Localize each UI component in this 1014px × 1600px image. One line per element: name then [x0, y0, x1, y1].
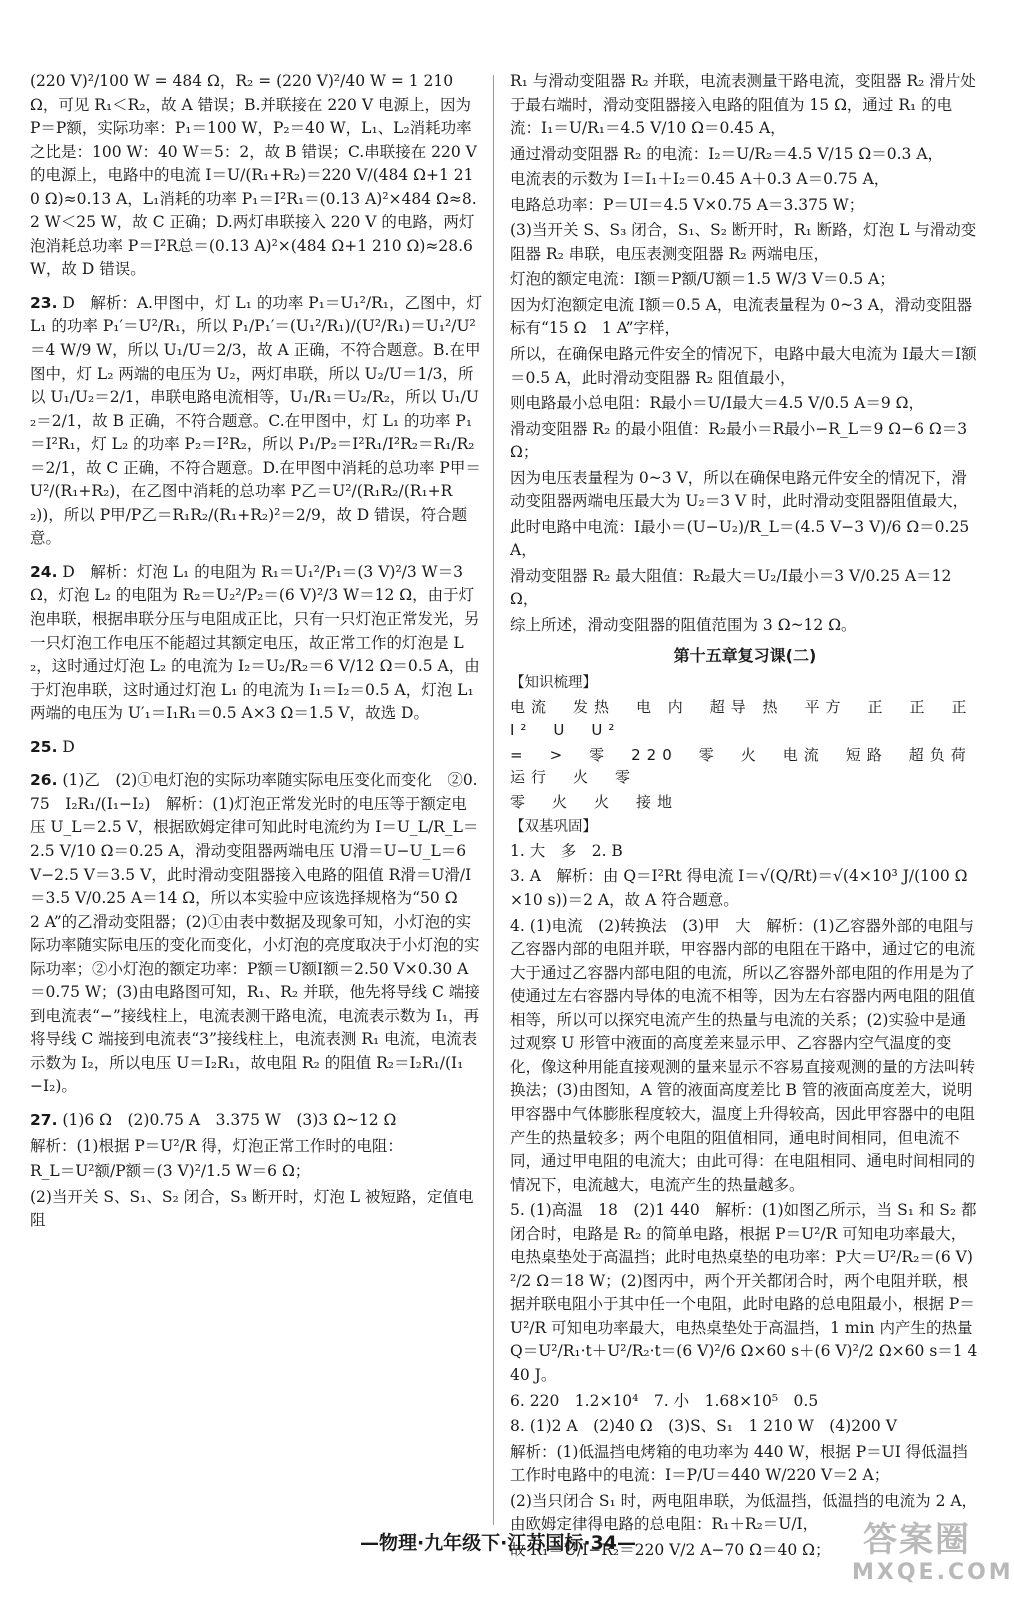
answer-27-line: (3)当开关 S、S₃ 闭合，S₁、S₂ 断开时，R₁ 断路，灯泡 L 与滑动变阻器 R₂ 串联，电压表测变阻器 R₂ 两端电压，: [510, 221, 977, 263]
answer-text: (1)6 Ω (2)0.75 A 3.375 W (3)3 Ω~12 Ω: [62, 1110, 397, 1129]
answer-8-analysis: 解析：(1)低温挡电烤箱的电功率为 440 W，根据 P＝UI 得低温挡工作时电路中的电流：I＝P/U＝440 W/220 V＝2 A；: [510, 1442, 968, 1485]
answer-27-formula: R_L＝U²额/P额＝(3 V)²/1.5 W＝6 Ω；: [30, 1162, 311, 1181]
section-knowledge: 【知识梳理】: [510, 674, 597, 691]
answer-26: [30, 769, 482, 1099]
answer-27-line: 因为灯泡额定电流 I额＝0.5 A，电流表量程为 0~3 A，滑动变阻器标有“15 Ω 1 A”字样，: [510, 295, 973, 338]
question-number: 23.: [30, 293, 58, 312]
answer-27-line: 电流表的示数为 I＝I₁＋I₂＝0.45 A＋0.3 A＝0.75 A，: [510, 170, 890, 189]
answer-text: D 解析：A.甲图中，灯 L₁ 的功率 P₁＝U₁²/R₁，乙图中，灯 L₁ 的功率 P₁′＝U²/R₁，所以 P₁/P₁′＝(U₁²/R₁)/(U²/R₁)＝U₁²/U²＝4 W/9 W，所以 U₁/U＝2/3，故 A 正确，不符合题意。B.在甲图中，灯 L₂ 两端的电压为 U₂，两灯串联，所以 U₂/U＝1/3，所以 U₁/U₂＝2/1，串联电路电流相等，U₁/R₁＝U₂/R₂，所以 U₁/U₂＝2/1，故 B 正确，不符合题意。C.在甲图中，灯 L₁ 的功率 P₁＝I²R₁，灯 L₂ 的功率 P₂＝I²R₂，所以 P₁/P₂＝I²R₁/I²R₂＝R₁/R₂＝2/1，故 C 正确，不符合题意。D.在甲图中消耗的总功率 P甲＝U²/(R₁+R₂)，在乙图中消耗的总功率 P乙＝U²/(R₁R₂/(R₁+R₂))，所以 P甲/P乙＝R₁R₂/(R₁+R₂)²＝2/9，故 D 错误，符合题意。: [30, 293, 482, 548]
watermark-logo: [852, 1520, 1014, 1592]
answer-text: (1)乙 (2)①电灯泡的实际功率随实际电压变化而变化 ②0.75 I₂R₁/(I₁−I₂) 解析：(1)灯泡正常发光时的电压等于额定电压 U_L＝2.5 V，根据欧姆定律可知此时电流约为 I＝U_L/R_L＝2.5 V/10 Ω＝0.25 A，滑动变阻器两端电压 U滑＝U−U_L＝6 V−2.5 V＝3.5 V，此时滑动变阻器接入电路的阻值 R滑＝U滑/I＝3.5 V/0.25 A＝14 Ω，所以本实验中应该选择规格为“50 Ω 2 A”的乙滑动变阻器；(2)①由表中数据及现象可知，小灯泡的实际功率随实际电压的变化而变化，小灯泡的亮度取决于小灯泡的实际功率；②小灯泡的额定功率：P额＝U额I额＝2.50 V×0.30 A＝0.75 W；(3)由电路图可知，R₁、R₂ 并联，他先将导线 C 端接到电流表“−”接线柱上，电流表测干路电流，电流表示数为 I₁，再将导线 C 端接到电流表“3”接线柱上，电流表测 R₁ 电流，电流表示数为 I₂，所以电压 U＝I₂R₁，故电阻 R₂ 的阻值 R₂＝I₂R₁/(I₁−I₂)。: [30, 771, 480, 1096]
answer-27-line: 滑动变阻器 R₂ 最大阻值：R₂最大＝U₂/I最小＝3 V/0.25 A＝12 Ω，: [510, 566, 952, 609]
answer-25: [30, 736, 482, 760]
answer-1-2: 1. 大 多 2. B: [510, 841, 623, 860]
answer-27-analysis: 解析：(1)根据 P＝U²/R 得，灯泡正常工作时的电阻：: [30, 1136, 403, 1155]
keywords-line: = > 零 220 零 火 电流 短路 超负荷运行 火 零: [510, 745, 972, 787]
answer-8-part2: (2)当只闭合 S₁ 时，两电阻串联，为低温挡，低温挡的电流为 2 A，由欧姆定律得电路的总电阻：R₁＋R₂＝U/I，: [510, 1491, 978, 1534]
watermark-url: MXQE.COM: [852, 1560, 1014, 1585]
page-footer: —物理·九年级下·江苏国标·34—: [359, 1532, 637, 1554]
keywords-line: 零 火 火 接地: [510, 793, 679, 812]
watermark-text: 答案圈: [863, 1520, 971, 1560]
answer-text: D 解析：灯泡 L₁ 的电阻为 R₁＝U₁²/P₁＝(3 V)²/3 W＝3 Ω，灯泡 L₂ 的电阻为 R₂＝U₂²/P₂＝(6 V)²/3 W＝12 Ω，由于灯泡串联，根据串联分压与电阻成正比，只有一只灯泡正常发光，另一只灯泡工作电压不能超过其额定电压，故正常工作的灯泡是 L₂，这时通过灯泡 L₂ 的电流为 I₂＝U₂/R₂＝6 V/12 Ω＝0.5 A，由于灯泡串联，这时通过灯泡 L₁ 的电流为 I₁＝I₂＝0.5 A，灯泡 L₁ 两端的电压为 U′₁＝I₁R₁＝0.5 A×3 Ω＝1.5 V，故选 D。: [30, 562, 480, 723]
question-number: 26.: [30, 771, 58, 790]
answer-27: [30, 1109, 482, 1133]
answer-27-line: 此时电路中电流：I最小＝(U−U₂)/R_L＝(4.5 V−3 V)/6 Ω＝0.25 A，: [510, 517, 970, 560]
answer-27-line: 因为电压表量程为 0~3 V，所以在确保电路元件安全的情况下，滑动变阻器两端电压最大为 U₂＝3 V 时，此时滑动变阻器阻值最大，: [510, 468, 969, 511]
question-number: 25.: [30, 737, 58, 756]
answer-27-line: 灯泡的额定电流：I额＝P额/U额＝1.5 W/3 V＝0.5 A；: [510, 270, 895, 289]
answer-27-line: 电路总功率：P＝UI＝4.5 V×0.75 A＝3.375 W；: [510, 195, 865, 214]
keywords-line: 电流 发热 电 内 超导 热 平方 正 正 正 I² U U²: [510, 697, 994, 739]
answer-8: 8. (1)2 A (2)40 Ω (3)S、S₁ 1 210 W (4)200 V: [510, 1417, 897, 1436]
question-number: 24.: [30, 562, 58, 581]
answer-27-continued: R₁ 与滑动变阻器 R₂ 并联，电流表测量干路电流，变阻器 R₂ 滑片处于最右端时，滑动变阻器接入电路的阻值为 15 Ω，通过 R₁ 的电流：I₁＝U/R₁＝4.5 V/10 Ω＝0.45 A，: [510, 72, 976, 138]
answer-27-line: 则电路最小总电阻：R最小＝U/I最大＝4.5 V/0.5 A＝9 Ω，: [510, 394, 924, 413]
answer-27-conclusion: 综上所述，滑动变阻器的阻值范围为 3 Ω~12 Ω。: [510, 616, 857, 635]
answer-5: 5. (1)高温 18 (2)1 440 解析：(1)如图乙所示，当 S₁ 和 S₂ 都闭合时，电路是 R₂ 的简单电路，根据 P＝U²/R 可知电功率最大，电热桌垫处于高温挡；此时电热桌垫的电功率：P大＝U²/R₂＝(6 V)²/2 Ω＝18 W；(2)图丙中，两个开关都闭合时，两个电阻并联，根据并联电阻小于其中任一个电阻，此时电路的总电阻最小，根据 P＝U²/R 可知电功率最大，电热桌垫处于高温挡，1 min 内产生的热量 Q＝U²/R₁·t＋U²/R₂·t＝(6 V)²/6 Ω×60 s＋(6 V)²/2 Ω×60 s＝1 440 J。: [510, 1201, 978, 1384]
answer-27-line: 所以，在确保电路元件安全的情况下，电路中最大电流为 I最大＝I额＝0.5 A，此时滑动变阻器 R₂ 阻值最小，: [510, 345, 977, 387]
answer-6-7: 6. 220 1.2×10⁴ 7. 小 1.68×10⁵ 0.5: [510, 1391, 819, 1410]
column-divider: [493, 75, 494, 1525]
answer-27-part2: (2)当开关 S、S₁、S₂ 闭合，S₃ 断开时，灯泡 L 被短路，定值电阻: [30, 1187, 474, 1230]
answer-4: 4. (1)电流 (2)转换法 (3)甲 大 解析：(1)乙容器外部的电阻与乙容器内部的电阻并联，甲容器内部的电阻在干路中，通过它的电流大于通过乙容器内部电阻的电流，所以乙容器外部电阻的作用是为了使通过左右容器内导体的电流不相等，因为左右容器内两电阻的阻值相等，所以可以探究电流产生的热量与电流的关系；(2)实验中是通过观察 U 形管中液面的高度差来显示甲、乙容器内空气温度的变化，像这种用能直接观测的量来显示不容易直接观测的量的方法叫转换法；(3)由图知，A 管的液面高度差比 B 管的液面高度差大，说明甲容器中气体膨胀程度较大，温度上升得较高，因此甲容器中的电阻产生的热量较多；两个电阻的阻值相同，通电时间相同，但电流不同，通过甲电阻的电流大；由此可得：在电阻相同、通电时间相同的情况下，电流越大，电流产生的热量越多。: [510, 916, 976, 1194]
question-number: 27.: [30, 1110, 58, 1129]
section-basics: 【双基巩固】: [510, 818, 597, 835]
answer-8-result: 故 R₁＝U/I−R₂＝220 V/2 A−70 Ω＝40 Ω；: [510, 1540, 831, 1559]
left-column: [30, 70, 482, 1235]
answer-text: D: [62, 737, 75, 756]
answer-27-line: 滑动变阻器 R₂ 的最小阻值：R₂最小＝R最小−R_L＝9 Ω−6 Ω＝3 Ω；: [510, 419, 968, 462]
answer-27-line: 通过滑动变阻器 R₂ 的电流：I₂＝U/R₂＝4.5 V/15 Ω＝0.3 A，: [510, 144, 944, 163]
answer-24: [30, 561, 482, 726]
answer-22-continued: (220 V)²/100 W = 484 Ω，R₂ = (220 V)²/40 W = 1 210 Ω，可见 R₁＜R₂，故 A 错误；B.并联接在 220 V 电源上，因为 P＝P额，实际功率：P₁＝100 W，P₂＝40 W，L₁、L₂消耗功率之比是：100 W：40 W＝5：2，故 B 错误；C.串联接在 220 V 的电源上，电路中的电流 I＝U/(R₁+R₂)＝220 V/(484 Ω+1 210 Ω)≈0.13 A，L₁消耗的功率 P₁＝I²R₁＝(0.13 A)²×484 Ω≈8.2 W＜25 W，故 C 正确；D.两灯串联接入 220 V 的电路，两灯泡消耗总功率 P＝I²R总＝(0.13 A)²×(484 Ω+1 210 Ω)≈28.6 W，故 D 错误。: [30, 72, 477, 279]
right-column: [510, 70, 994, 1564]
answer-3: 3. A 解析：由 Q＝I²Rt 得电流 I＝√(Q/Rt)＝√(4×10³ J/(100 Ω×10 s))＝2 A，故 A 符合题意。: [510, 867, 968, 910]
chapter-title: 第十五章复习课(二): [673, 645, 817, 665]
answer-23: [30, 292, 482, 551]
